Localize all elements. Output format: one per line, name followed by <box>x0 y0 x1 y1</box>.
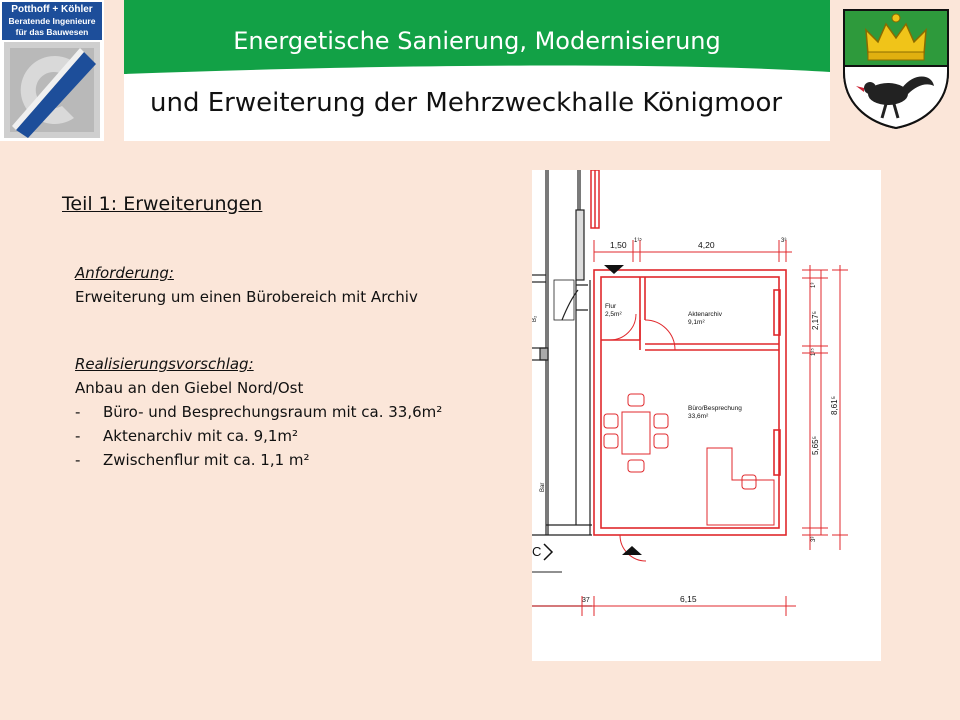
proposal-block <box>75 352 442 472</box>
dim-right-total: 8,61⁵ <box>830 396 839 415</box>
dim-right-c: 3³ <box>811 536 817 542</box>
proposal-intro: Anbau an den Giebel Nord/Ost <box>75 379 304 397</box>
room-buero-name: Büro/Besprechung <box>688 405 742 412</box>
dim-bottom-main: 6,15 <box>680 594 697 604</box>
company-subtitle-2: für das Bauwesen <box>15 27 89 37</box>
requirement-text: Erweiterung um einen Bürobereich mit Archiv <box>75 288 418 306</box>
bullet-marker: - <box>75 427 81 445</box>
dim-right-1: 2,17⁵ <box>811 311 820 330</box>
requirement-block <box>75 261 418 309</box>
company-logo <box>0 0 104 141</box>
dim-top-right: 3³ <box>781 238 787 244</box>
dim-right-a: 1³ <box>811 282 817 288</box>
bullet-marker: - <box>75 403 81 421</box>
requirement-label: Anforderung: <box>75 264 174 282</box>
section-heading: Teil 1: Erweiterungen <box>62 193 263 215</box>
label-b2: B₂ <box>532 315 538 322</box>
label-bar: Bar <box>540 482 546 492</box>
room-flur-area: 2,5m² <box>605 311 622 318</box>
list-item-text: Zwischenflur mit ca. 1,1 m² <box>103 451 310 469</box>
page-title-line1: Energetische Sanierung, Modernisierung <box>233 27 721 55</box>
company-logo-banner <box>2 2 102 40</box>
dim-top-main: 4,20 <box>698 240 715 250</box>
municipal-crest-icon <box>836 2 956 132</box>
floor-plan <box>532 170 881 661</box>
dim-top-small: 1¹⁵ <box>634 238 642 244</box>
company-name: Potthoff + Köhler <box>11 4 93 15</box>
dim-bottom-small: 37 <box>582 597 590 604</box>
list-item <box>75 400 442 424</box>
list-item-text: Aktenarchiv mit ca. 9,1m² <box>103 427 299 445</box>
dim-right-2: 5,65⁵ <box>811 436 820 455</box>
dim-right-b: 1¹⁵ <box>811 348 817 356</box>
room-archiv-area: 9,1m² <box>688 319 705 326</box>
company-subtitle-1: Beratende Ingenieure <box>8 15 96 26</box>
list-item-text: Büro- und Besprechungsraum mit ca. 33,6m² <box>103 403 443 421</box>
room-buero-area: 33,6m² <box>688 413 709 420</box>
dim-top-left: 1,50 <box>610 240 627 250</box>
room-flur-name: Flur <box>605 303 617 310</box>
company-logo-mark <box>4 42 100 138</box>
label-c: C <box>532 544 542 559</box>
proposal-label: Realisierungsvorschlag: <box>75 355 254 373</box>
list-item <box>75 448 442 472</box>
bullet-marker: - <box>75 451 81 469</box>
room-archiv-name: Aktenarchiv <box>688 311 722 318</box>
page-title-line2: und Erweiterung der Mehrzweckhalle Königmoor <box>150 88 783 118</box>
list-item <box>75 424 442 448</box>
